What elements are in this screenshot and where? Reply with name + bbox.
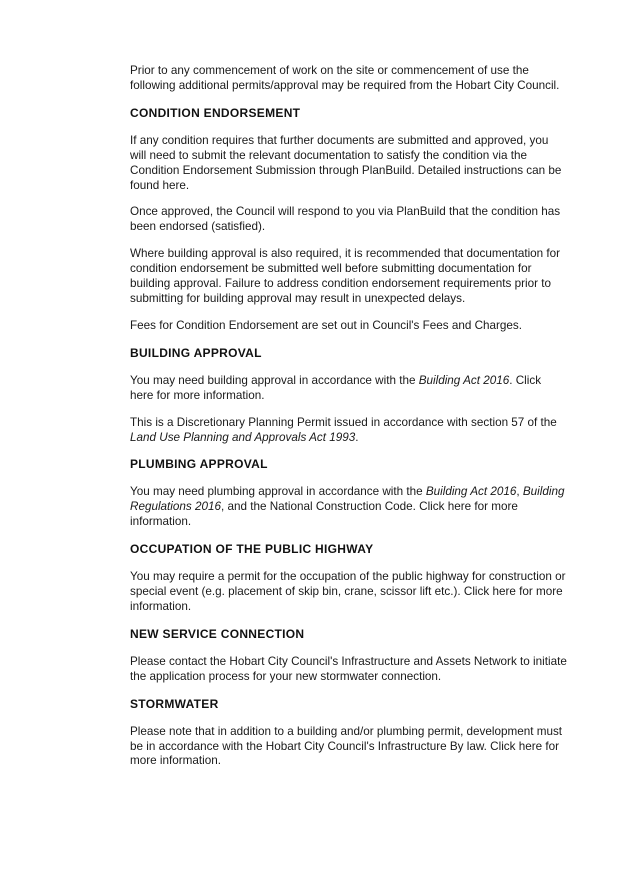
paragraph — [130, 374, 567, 404]
paragraph — [130, 416, 567, 446]
text-run: , — [516, 485, 523, 499]
text-run: Please note that in addition to a building and/or plumbing permit, development must be in accordance with the Hobart City Council's Infrastructure By law. Click here for more information. — [130, 724, 563, 768]
italic-act-title: Land Use Planning and Approvals Act 1993 — [130, 430, 356, 444]
paragraph — [130, 485, 567, 530]
text-run: Fees for Condition Endorsement are set out in Council's Fees and Charges. — [130, 318, 523, 332]
text-run: You may require a permit for the occupation of the public highway for construction or special event (e.g. placement of skip bin, crane, scissor lift etc.). Click here for more information. — [130, 570, 566, 613]
text-run: Please contact the Hobart City Council's Infrastructure and Assets Network to initiate the application process for your new stormwater connection. — [130, 654, 567, 683]
paragraph — [130, 319, 567, 334]
text-run: You may need plumbing approval in accordance with the — [130, 485, 426, 499]
text-run: If any condition requires that further documents are submitted and approved, you will need to submit the relevant documentation to satisfy the condition via the Condition Endorsement Submission through PlanBuild. Detailed instructions can be found here. — [130, 133, 562, 192]
paragraph — [130, 655, 567, 685]
text-run: . Click here for more information. — [130, 373, 542, 402]
section-heading: PLUMBING APPROVAL — [130, 457, 268, 472]
text-run: , and the National Construction Code. Click here for more information. — [130, 500, 518, 529]
section-heading: STORMWATER — [130, 696, 219, 711]
paragraph — [130, 247, 567, 307]
text-run: Prior to any commencement of work on the site or commencement of use the following additional permits/approval may be required from the Hobart City Council. — [130, 64, 560, 92]
text-run: Where building approval is also required, it is recommended that documentation for condition endorsement be submitted well before submitting documentation for building approval. Failure to address condition endorsement requirements prior to submitting for building approval may result in unexpected delays. — [130, 247, 561, 305]
italic-act-title: Building Regulations 2016 — [130, 485, 565, 514]
text-run: Once approved, the Council will respond to you via PlanBuild that the condition has been endorsed (satisfied). — [130, 205, 561, 234]
section-heading: CONDITION ENDORSEMENT — [130, 105, 301, 120]
paragraph — [130, 64, 567, 94]
italic-act-title: Building Act 2016 — [418, 373, 510, 387]
text-run: This is a Discretionary Planning Permit issued in accordance with section 57 of the — [130, 415, 557, 429]
paragraph — [130, 205, 567, 235]
paragraph — [130, 570, 567, 615]
text-run: You may need building approval in accordance with the — [130, 373, 419, 387]
section-heading: BUILDING APPROVAL — [130, 345, 262, 360]
paragraph — [130, 134, 567, 194]
section-heading: NEW SERVICE CONNECTION — [130, 626, 305, 641]
italic-act-title: Building Act 2016 — [425, 485, 517, 499]
text-run: . — [355, 430, 359, 444]
paragraph — [130, 725, 567, 770]
section-heading: OCCUPATION OF THE PUBLIC HIGHWAY — [130, 542, 374, 557]
document-content — [130, 64, 567, 781]
